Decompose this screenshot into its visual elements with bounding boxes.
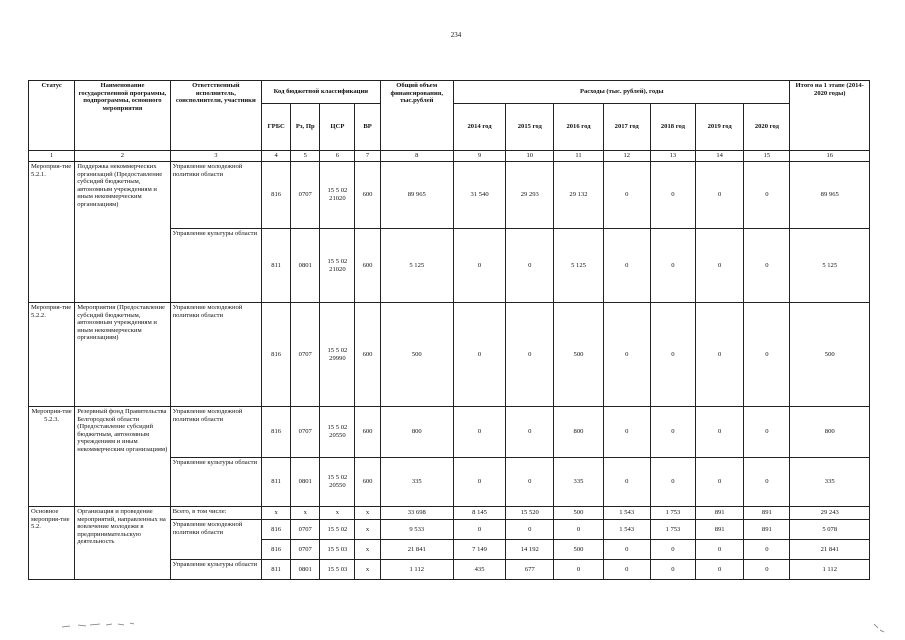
executor-cell: Управление молодежной политики области — [170, 520, 261, 560]
csr-cell: 15 5 03 — [320, 540, 355, 560]
grbs-cell: 816 — [262, 407, 291, 458]
header-year-2018: 2018 год — [650, 104, 695, 151]
name-cell: Мероприятия (Предоставление субсидий бюджетным, автономным учреждениям и иным некоммерческим организациям) — [75, 303, 170, 407]
year-2016-cell: 5 125 — [554, 229, 603, 303]
stage-total-cell: 29 243 — [790, 507, 870, 520]
budget-table — [28, 80, 870, 580]
status-cell: Мероприя-тие 5.2.2. — [29, 303, 75, 407]
header-rz-pr: Рз, Пр — [291, 104, 320, 151]
table-row — [29, 162, 870, 229]
year-2017-cell: 0 — [603, 229, 650, 303]
status-cell: Мероприя-тие 5.2.3. — [29, 407, 75, 507]
executor-cell: Управление молодежной политики области — [170, 303, 261, 407]
year-2020-cell: 0 — [744, 229, 790, 303]
name-cell: Организация и проведение мероприятий, направленных на вовлечение молодежи в предпринимательскую деятельность — [75, 507, 170, 580]
year-2018-cell: 0 — [650, 162, 695, 229]
year-2018-cell: 1 753 — [650, 520, 695, 540]
year-2017-cell: 0 — [603, 162, 650, 229]
column-number: 6 — [320, 151, 355, 162]
page-number: 234 — [450, 31, 462, 39]
year-2016-cell: 500 — [554, 303, 603, 407]
column-number: 1 — [29, 151, 75, 162]
total-cell: 800 — [380, 407, 453, 458]
column-number: 9 — [453, 151, 505, 162]
name-cell: Резервный фонд Правительства Белгородской области (Предоставление субсидий бюджетным, автономным учреждениям и иным некоммерческим организациям) — [75, 407, 170, 507]
scan-artifact — [60, 621, 150, 631]
executor-cell: Управление культуры области — [170, 458, 261, 507]
vr-cell: x — [355, 540, 380, 560]
header-year-2015: 2015 год — [506, 104, 554, 151]
header-budget-code: Код бюджетной классификации — [262, 81, 381, 104]
executor-cell: Управление молодежной политики области — [170, 162, 261, 229]
year-2017-cell: 0 — [603, 407, 650, 458]
column-number: 2 — [75, 151, 170, 162]
year-2014-cell: 0 — [453, 303, 505, 407]
stage-total-cell: 21 841 — [790, 540, 870, 560]
column-number: 3 — [170, 151, 261, 162]
year-2018-cell: 1 753 — [650, 507, 695, 520]
grbs-cell: 811 — [262, 458, 291, 507]
year-2020-cell: 0 — [744, 407, 790, 458]
stage-total-cell: 1 112 — [790, 560, 870, 580]
header-year-2014: 2014 год — [453, 104, 505, 151]
year-2017-cell: 0 — [603, 560, 650, 580]
year-2019-cell: 0 — [696, 162, 744, 229]
year-2017-cell: 0 — [603, 303, 650, 407]
rzpr-cell: 0801 — [291, 229, 320, 303]
year-2016-cell: 500 — [554, 507, 603, 520]
vr-cell: 600 — [355, 458, 380, 507]
year-2016-cell: 29 132 — [554, 162, 603, 229]
grbs-cell: 816 — [262, 303, 291, 407]
vr-cell: x — [355, 560, 380, 580]
year-2015-cell: 15 520 — [506, 507, 554, 520]
year-2015-cell: 677 — [506, 560, 554, 580]
status-cell: Мероприя-тие 5.2.1. — [29, 162, 75, 303]
column-number: 7 — [355, 151, 380, 162]
csr-cell: 15 5 02 — [320, 520, 355, 540]
year-2020-cell: 0 — [744, 560, 790, 580]
year-2015-cell: 0 — [506, 229, 554, 303]
stage-total-cell: 800 — [790, 407, 870, 458]
year-2014-cell: 0 — [453, 407, 505, 458]
header-row — [29, 81, 870, 104]
stage-total-cell: 500 — [790, 303, 870, 407]
total-cell: 335 — [380, 458, 453, 507]
csr-cell: 15 5 02 21020 — [320, 229, 355, 303]
grbs-cell: 811 — [262, 229, 291, 303]
year-2018-cell: 0 — [650, 458, 695, 507]
status-cell: Основное мероприя-тие 5.2. — [29, 507, 75, 580]
column-number: 8 — [380, 151, 453, 162]
rzpr-cell: 0801 — [291, 458, 320, 507]
column-number: 12 — [603, 151, 650, 162]
year-2018-cell: 0 — [650, 560, 695, 580]
rzpr-cell: 0707 — [291, 162, 320, 229]
header-name: Наименование государственной программы, подпрограммы, основного мероприятия — [75, 81, 170, 151]
grbs-cell: 816 — [262, 520, 291, 540]
header-csr: ЦСР — [320, 104, 355, 151]
name-cell: Поддержка некоммерческих организаций (Предоставление субсидий бюджетным, автономным учреждениям и иным некоммерческим организациям) — [75, 162, 170, 303]
year-2019-cell: 0 — [696, 229, 744, 303]
grbs-cell: 811 — [262, 560, 291, 580]
column-number: 14 — [696, 151, 744, 162]
csr-cell: x — [320, 507, 355, 520]
year-2020-cell: 0 — [744, 458, 790, 507]
total-cell: 89 965 — [380, 162, 453, 229]
year-2018-cell: 0 — [650, 540, 695, 560]
year-2019-cell: 0 — [696, 560, 744, 580]
year-2015-cell: 29 293 — [506, 162, 554, 229]
grbs-cell: 816 — [262, 162, 291, 229]
stage-total-cell: 335 — [790, 458, 870, 507]
year-2020-cell: 0 — [744, 303, 790, 407]
rzpr-cell: x — [291, 507, 320, 520]
year-2019-cell: 0 — [696, 540, 744, 560]
executor-cell: Управление молодежной политики области — [170, 407, 261, 458]
vr-cell: 600 — [355, 162, 380, 229]
year-2014-cell: 0 — [453, 458, 505, 507]
year-2019-cell: 891 — [696, 520, 744, 540]
corner-mark — [870, 616, 890, 638]
year-2015-cell: 0 — [506, 458, 554, 507]
rzpr-cell: 0801 — [291, 560, 320, 580]
year-2019-cell: 0 — [696, 407, 744, 458]
column-number: 11 — [554, 151, 603, 162]
year-2016-cell: 335 — [554, 458, 603, 507]
header-year-2017: 2017 год — [603, 104, 650, 151]
header-expenses: Расходы (тыс. рублей), годы — [453, 81, 790, 104]
header-total-volume: Общий объем финансирования, тыс.рублей — [380, 81, 453, 151]
year-2018-cell: 0 — [650, 229, 695, 303]
rzpr-cell: 0707 — [291, 520, 320, 540]
column-number: 16 — [790, 151, 870, 162]
table-row — [29, 507, 870, 520]
vr-cell: 600 — [355, 407, 380, 458]
year-2018-cell: 0 — [650, 303, 695, 407]
column-number-row — [29, 151, 870, 162]
rzpr-cell: 0707 — [291, 407, 320, 458]
year-2014-cell: 7 149 — [453, 540, 505, 560]
header-status: Статус — [29, 81, 75, 151]
grbs-cell: x — [262, 507, 291, 520]
year-2016-cell: 800 — [554, 407, 603, 458]
executor-cell: Управление культуры области — [170, 229, 261, 303]
rzpr-cell: 0707 — [291, 303, 320, 407]
year-2015-cell: 0 — [506, 303, 554, 407]
stage-total-cell: 89 965 — [790, 162, 870, 229]
header-stage-total: Итого на 1 этапе (2014-2020 годы) — [790, 81, 870, 151]
year-2015-cell: 0 — [506, 520, 554, 540]
total-cell: 5 125 — [380, 229, 453, 303]
stage-total-cell: 5 125 — [790, 229, 870, 303]
year-2020-cell: 891 — [744, 520, 790, 540]
csr-cell: 15 5 03 — [320, 560, 355, 580]
vr-cell: 600 — [355, 303, 380, 407]
grbs-cell: 816 — [262, 540, 291, 560]
header-executor: Ответственный исполнитель, соисполнители, участники — [170, 81, 261, 151]
year-2016-cell: 0 — [554, 520, 603, 540]
year-2019-cell: 891 — [696, 507, 744, 520]
total-cell: 21 841 — [380, 540, 453, 560]
year-2017-cell: 1 543 — [603, 520, 650, 540]
column-number: 15 — [744, 151, 790, 162]
year-2019-cell: 0 — [696, 458, 744, 507]
header-year-2016: 2016 год — [554, 104, 603, 151]
year-2020-cell: 891 — [744, 507, 790, 520]
column-number: 10 — [506, 151, 554, 162]
total-cell: 9 533 — [380, 520, 453, 540]
year-2015-cell: 0 — [506, 407, 554, 458]
total-cell: 33 698 — [380, 507, 453, 520]
year-2016-cell: 500 — [554, 540, 603, 560]
year-2014-cell: 8 145 — [453, 507, 505, 520]
csr-cell: 15 5 02 20550 — [320, 407, 355, 458]
year-2017-cell: 0 — [603, 458, 650, 507]
executor-cell: Управление культуры области — [170, 560, 261, 580]
year-2020-cell: 0 — [744, 162, 790, 229]
year-2017-cell: 1 543 — [603, 507, 650, 520]
year-2018-cell: 0 — [650, 407, 695, 458]
header-year-2020: 2020 год — [744, 104, 790, 151]
rzpr-cell: 0707 — [291, 540, 320, 560]
header-vr: ВР — [355, 104, 380, 151]
corner-scan-mark — [870, 616, 890, 636]
year-2014-cell: 0 — [453, 520, 505, 540]
vr-cell: 600 — [355, 229, 380, 303]
csr-cell: 15 5 02 29990 — [320, 303, 355, 407]
vr-cell: x — [355, 507, 380, 520]
year-2016-cell: 0 — [554, 560, 603, 580]
total-cell: 1 112 — [380, 560, 453, 580]
vr-cell: x — [355, 520, 380, 540]
year-2020-cell: 0 — [744, 540, 790, 560]
stage-total-cell: 5 078 — [790, 520, 870, 540]
column-number: 4 — [262, 151, 291, 162]
year-2014-cell: 0 — [453, 229, 505, 303]
table-row — [29, 303, 870, 407]
header-grbs: ГРБС — [262, 104, 291, 151]
csr-cell: 15 5 02 20550 — [320, 458, 355, 507]
year-2017-cell: 0 — [603, 540, 650, 560]
year-2014-cell: 31 540 — [453, 162, 505, 229]
column-number: 5 — [291, 151, 320, 162]
total-cell: 500 — [380, 303, 453, 407]
year-2019-cell: 0 — [696, 303, 744, 407]
header-year-2019: 2019 год — [696, 104, 744, 151]
year-2015-cell: 14 192 — [506, 540, 554, 560]
year-2014-cell: 435 — [453, 560, 505, 580]
csr-cell: 15 5 02 21020 — [320, 162, 355, 229]
column-number: 13 — [650, 151, 695, 162]
scribble-mark — [60, 621, 150, 629]
table-row — [29, 407, 870, 458]
executor-cell: Всего, в том числе: — [170, 507, 261, 520]
